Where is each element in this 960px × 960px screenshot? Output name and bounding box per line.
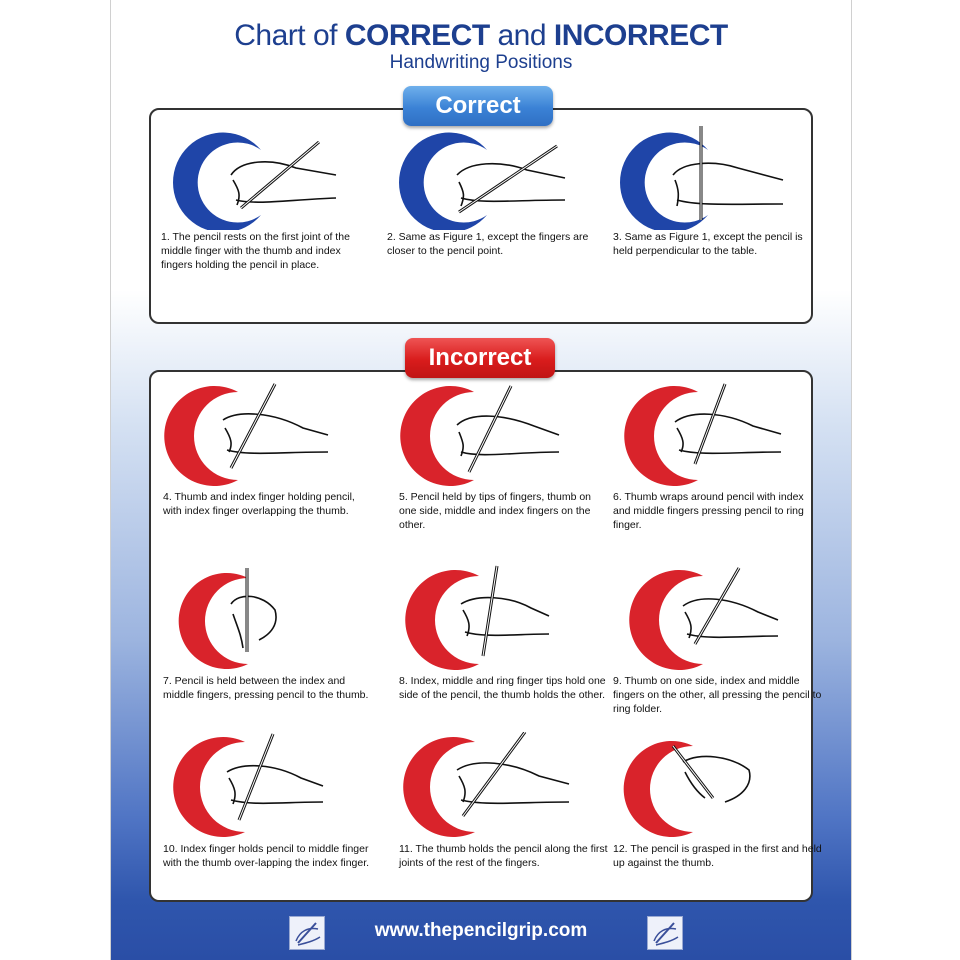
correct-panel: [149, 108, 813, 324]
hand-holding-pencil-icon: [613, 732, 823, 842]
hand-holding-pencil-icon: [613, 380, 823, 490]
position-caption-6: 6. Thumb wraps around pencil with index and middle fingers pressing pencil to ring finger.: [613, 491, 804, 531]
position-item-1: [161, 120, 371, 272]
page-title: Chart of CORRECT and INCORRECT: [234, 19, 728, 52]
position-item-5: [399, 380, 609, 532]
position-item-4: [163, 380, 373, 518]
position-caption-7: 7. Pencil is held between the index and middle fingers, pressing pencil to the thumb.: [163, 675, 369, 701]
hand-holding-pencil-icon: [163, 380, 373, 490]
hand-holding-pencil-icon: [399, 380, 609, 490]
position-item-8: [399, 564, 609, 702]
position-caption-12: 12. The pencil is grasped in the first and held up against the thumb.: [613, 843, 822, 869]
hand-holding-pencil-icon: [163, 732, 373, 842]
hand-holding-pencil-icon: [161, 120, 371, 230]
position-item-9: [613, 564, 823, 716]
position-caption-9: 9. Thumb on one side, index and middle fingers on the other, all pressing the pencil to ring folder.: [613, 675, 822, 715]
position-caption-1: 1. The pencil rests on the first joint of the middle finger with the thumb and index fingers holding the pencil in place.: [161, 231, 350, 271]
position-caption-3: 3. Same as Figure 1, except the pencil is held perpendicular to the table.: [613, 231, 803, 257]
position-caption-2: 2. Same as Figure 1, except the fingers are closer to the pencil point.: [387, 231, 589, 257]
position-caption-11: 11. The thumb holds the pencil along the first joints of the rest of the fingers.: [399, 843, 608, 869]
incorrect-panel: [149, 370, 822, 902]
hand-holding-pencil-icon: [399, 564, 609, 674]
position-item-3: [613, 120, 823, 258]
website-url[interactable]: www.thepencilgrip.com: [374, 920, 588, 941]
page-subtitle: Handwriting Positions: [389, 52, 573, 73]
chart-poster: [110, 0, 852, 960]
hand-holding-pencil-icon: [613, 120, 823, 230]
position-item-7: [163, 564, 373, 702]
position-caption-4: 4. Thumb and index finger holding pencil, with index finger overlapping the thumb.: [163, 491, 355, 517]
position-item-2: [387, 120, 597, 258]
pencil-grip-logo-icon: [647, 916, 683, 950]
position-item-6: [613, 380, 823, 532]
incorrect-label: Incorrect: [405, 338, 555, 378]
position-caption-5: 5. Pencil held by tips of fingers, thumb on one side, middle and index fingers on the other.: [399, 491, 592, 531]
position-caption-8: 8. Index, middle and ring finger tips hold one side of the pencil, the thumb holds the other.: [399, 675, 606, 701]
position-item-10: [163, 732, 373, 870]
correct-label: Correct: [403, 86, 553, 126]
position-caption-10: 10. Index finger holds pencil to middle finger with the thumb over-lapping the index finger.: [163, 843, 370, 869]
position-item-11: [399, 732, 609, 870]
hand-holding-pencil-icon: [613, 564, 823, 674]
position-item-12: [613, 732, 823, 870]
hand-holding-pencil-icon: [387, 120, 597, 230]
hand-holding-pencil-icon: [399, 732, 609, 842]
hand-holding-pencil-icon: [163, 564, 373, 674]
